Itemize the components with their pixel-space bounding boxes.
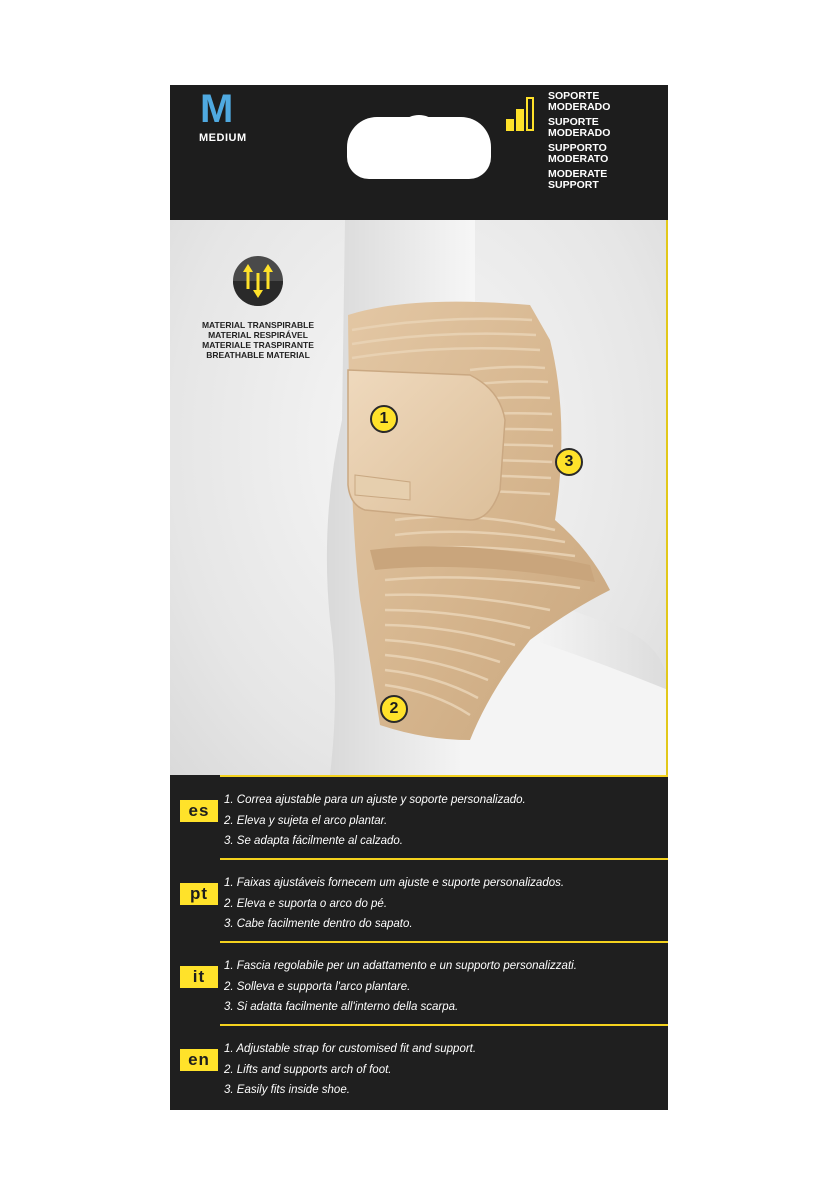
support-level-es: SOPORTE MODERADO (548, 90, 611, 113)
support-level-icon (506, 93, 542, 131)
lang-block-es (170, 775, 668, 857)
lang-badge-pt: pt (180, 883, 218, 905)
feature-list-it (224, 956, 664, 1018)
breathable-en: BREATHABLE MATERIAL (206, 350, 310, 360)
feature-line: 3. Si adatta facilmente all'interno della scarpa. (224, 1001, 459, 1013)
hang-hole (347, 117, 491, 179)
product-package (170, 85, 668, 1110)
feature-line: 2. Eleva e suporta o arco do pé. (224, 897, 388, 910)
feature-line: 2. Solleva e supporta l'arco plantare. (224, 980, 411, 993)
feature-line: 3. Se adapta fácilmente al calzado. (224, 835, 404, 847)
feature-panel (170, 775, 668, 1110)
breathable-pt: MATERIAL RESPIRÁVEL (208, 330, 308, 340)
breathable-es: MATERIAL TRANSPIRABLE (201, 320, 315, 330)
divider (220, 775, 668, 777)
lang-badge-en: en (180, 1049, 218, 1071)
callout-2: 2 (380, 695, 408, 723)
lang-badge-es: es (180, 800, 218, 822)
support-level-en: MODERATE SUPPORT (548, 168, 608, 191)
feature-line: 1. Faixas ajustáveis fornecem um ajuste e suporte personalizados. (224, 877, 565, 889)
support-level-pt: SUPORTE MODERADO (548, 116, 611, 139)
size-letter: M (200, 87, 235, 131)
lang-badge-it: it (180, 966, 218, 988)
breathable-material-icon (232, 255, 284, 307)
divider (220, 858, 668, 860)
feature-list-pt (224, 873, 664, 935)
callout-1: 1 (370, 405, 398, 433)
feature-line: 1. Correa ajustable para un ajuste y soporte personalizado. (224, 794, 526, 806)
package-header (170, 85, 668, 220)
lang-block-it (170, 941, 668, 1023)
feature-line: 3. Easily fits inside shoe. (224, 1084, 350, 1096)
feature-line: 2. Lifts and supports arch of foot. (224, 1063, 392, 1076)
support-level-it: SUPPORTO MODERATO (548, 142, 609, 165)
feature-line: 1. Fascia regolabile per un adattamento e un supporto personalizzati. (224, 960, 577, 972)
support-level-text (548, 91, 658, 195)
breathable-material-text (178, 320, 338, 360)
divider (220, 1024, 668, 1026)
feature-list-es (224, 790, 664, 852)
lang-block-en (170, 1024, 668, 1106)
lang-block-pt (170, 858, 668, 940)
divider (220, 941, 668, 943)
feature-line: 2. Eleva y sujeta el arco plantar. (224, 814, 388, 827)
feature-line: 3. Cabe facilmente dentro do sapato. (224, 918, 413, 930)
breathable-it: MATERIALE TRASPIRANTE (202, 340, 314, 350)
product-photo (170, 220, 668, 775)
feature-list-en (224, 1039, 664, 1101)
size-label: MEDIUM (199, 132, 247, 144)
feature-line: 1. Adjustable strap for customised fit and support. (224, 1043, 477, 1055)
callout-3: 3 (555, 448, 583, 476)
